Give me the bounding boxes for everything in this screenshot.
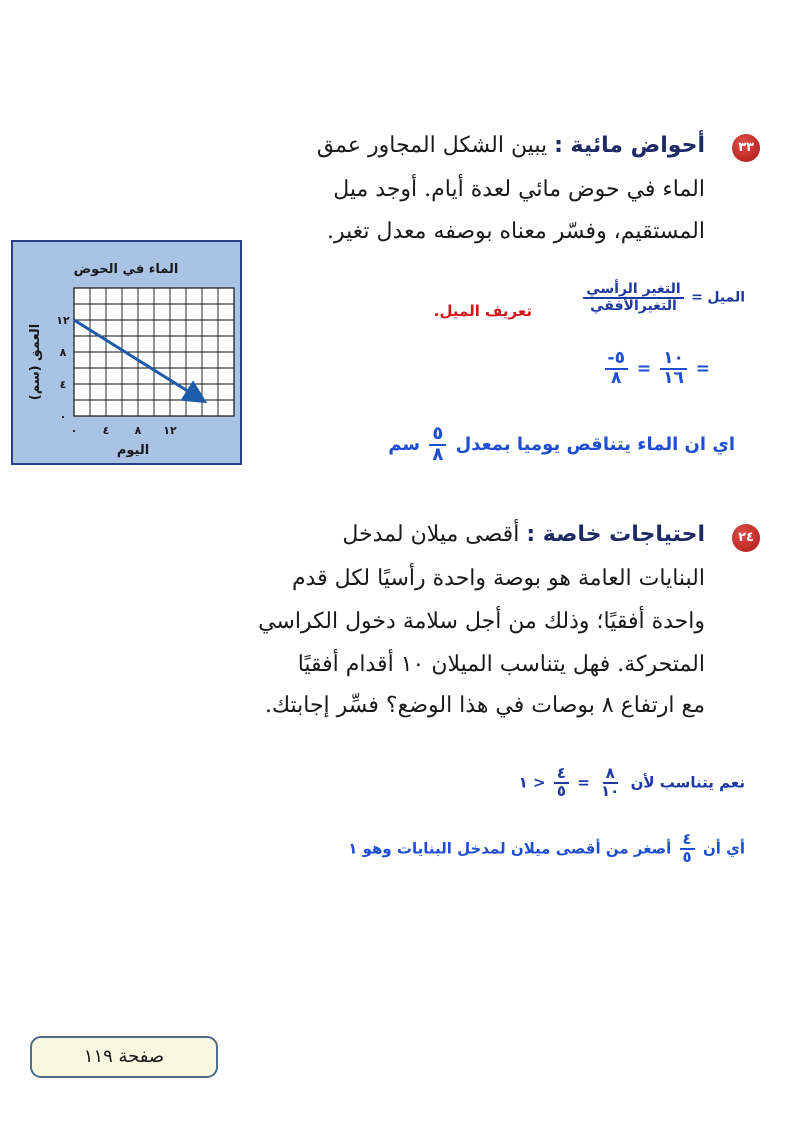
fraction-denominator: ٥ (682, 847, 692, 866)
graph-svg (13, 242, 240, 463)
page-number-box (30, 1036, 218, 1078)
fraction-denominator: ٨ (611, 367, 622, 388)
answer-text: أي أن (702, 839, 745, 858)
answer-34-line-2 (348, 832, 745, 866)
slope-word: الميل (707, 289, 745, 306)
equals-sign: = (636, 358, 652, 379)
question-34-title: احتياجات خاصة : (526, 522, 705, 547)
question-33-line-3: المستقيم، وفسّر معناه بوصفه معدل تغير. (327, 219, 705, 244)
x-tick-label: ١٢ (163, 424, 177, 437)
question-34-line-5: مع ارتفاع ٨ بوصات في هذا الوضع؟ فسِّر إجابتك. (264, 693, 705, 718)
y-tick-label: ٠ (59, 410, 67, 423)
fraction-4-5 (554, 766, 569, 800)
question-33-line-2: الماء في حوض مائي لعدة أيام. أوجد ميل (333, 177, 705, 202)
slope-definition-line (580, 282, 745, 313)
fraction-numerator: ٤ (680, 832, 695, 850)
x-tick-label: ٠ (70, 424, 78, 437)
fraction-denominator: ٨ (432, 443, 444, 465)
y-axis-label: العمق (سم) (28, 323, 43, 401)
fraction-8-10 (598, 766, 622, 800)
answer-33 (388, 425, 735, 465)
fraction-numerator: ٥- (605, 350, 628, 370)
slope-fraction (583, 282, 683, 313)
page-number: صفحة ١١٩ (83, 1046, 165, 1067)
fraction-numerator: التغير الرأسي (583, 282, 683, 299)
equals-sign: = (691, 289, 703, 306)
answer-text: أصغر من أقصى ميلان لمدخل البنايات وهو ١ (348, 839, 672, 858)
x-tick-label: ٤ (102, 424, 110, 437)
question-34-line-4: المتحركة. فهل يتناسب الميلان ١٠ أقدام أفقيًا (297, 652, 705, 677)
fraction-numerator: ٨ (603, 766, 618, 784)
question-33-text: يبين الشكل المجاور عمق (316, 133, 548, 158)
question-33-title: أحواض مائية : (554, 133, 705, 158)
x-tick-label: ٨ (134, 424, 142, 437)
fraction-numerator: ١٠ (660, 350, 687, 370)
question-34-text: أقصى ميلان لمدخل (342, 522, 520, 547)
question-number-badge: ٣٣ (732, 134, 760, 162)
graph-title: الماء في الحوض (73, 262, 179, 277)
slope-calculation (602, 350, 710, 388)
y-tick-label: ١٢ (56, 314, 70, 327)
slope-definition-note: تعريف الميل. (433, 302, 532, 320)
question-number-badge: ٢٤ (732, 524, 760, 552)
answer-fraction (429, 425, 446, 465)
fraction-denominator: ١٠ (601, 781, 620, 800)
fraction-5-8 (605, 350, 628, 388)
y-tick-label: ٤ (59, 378, 67, 391)
fraction-numerator: ٤ (554, 766, 569, 784)
fraction-denominator: ١٦ (663, 367, 684, 388)
fraction-10-16 (660, 350, 687, 388)
equals-sign: = (695, 358, 710, 379)
fraction-denominator: التغيرالأفقي (590, 297, 677, 314)
answer-unit: سم (388, 433, 421, 455)
question-34-line-3: واحدة أفقيًا؛ وذلك من أجل سلامة دخول الكراسي (258, 609, 705, 634)
x-axis-label: اليوم (116, 443, 150, 458)
fraction-4-5 (680, 832, 695, 866)
comparison: < ١ (518, 773, 546, 792)
water-depth-graph (11, 240, 242, 465)
answer-34-line-1 (519, 766, 745, 800)
question-33-line-1 (317, 133, 705, 158)
answer-text: نعم يتناسب لأن (630, 773, 745, 792)
question-34-line-2: البنايات العامة هو بوصة واحدة رأسيًا لكل قدم (291, 566, 705, 591)
question-34-line-1 (342, 522, 705, 547)
answer-text: اي ان الماء يتناقص يوميا بمعدل (455, 433, 735, 455)
fraction-denominator: ٥ (556, 781, 566, 800)
fraction-numerator: ٥ (429, 425, 446, 446)
y-tick-label: ٨ (59, 346, 67, 359)
equals-sign: = (577, 773, 590, 792)
